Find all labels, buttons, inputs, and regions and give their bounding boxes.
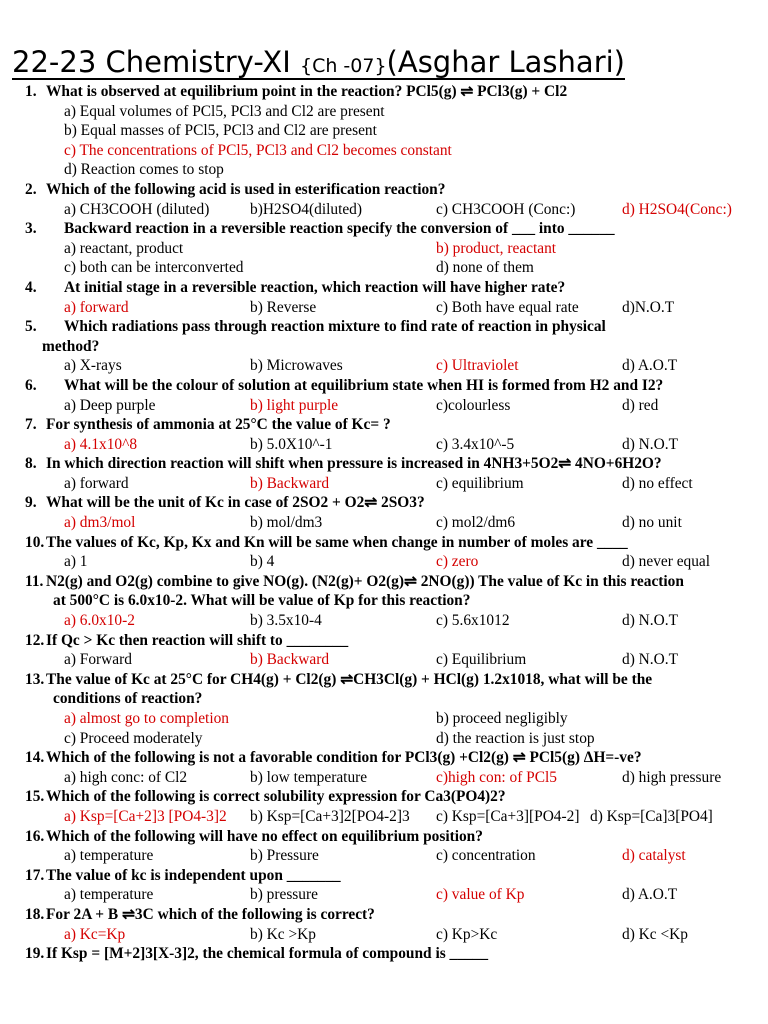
option-row: [0, 807, 768, 827]
option-d: d) A.O.T: [622, 886, 678, 904]
option-d: d) no effect: [622, 474, 693, 492]
option-d: d) no unit: [622, 514, 682, 532]
option-d-correct: d) H2SO4(Conc:): [622, 200, 732, 218]
question-text: Which radiations pass through reaction mixture to find rate of reaction in physical: [64, 318, 606, 336]
question-number: 16.: [25, 827, 45, 845]
option-b-correct: b) Backward: [250, 474, 330, 492]
question-number: 9.: [25, 494, 37, 512]
option-d: d) red: [622, 396, 659, 414]
option-a-correct: a) Kc=Kp: [64, 925, 126, 943]
option-a: a) temperature: [64, 886, 154, 904]
option-row: [0, 611, 768, 631]
option-c: c) Proceed moderately: [64, 729, 203, 747]
question-text: What is observed at equilibrium point in the reaction? PCl5(g) ⇌ PCl3(g) + Cl2: [46, 83, 568, 100]
option-b: b) 4: [250, 553, 275, 571]
title-author: (Asghar Lashari): [386, 45, 625, 79]
option-d-correct: d) catalyst: [622, 847, 686, 865]
option-b: b) 5.0X10^-1: [250, 435, 333, 453]
option-row: [0, 298, 768, 318]
option-b: b) Pressure: [250, 847, 319, 865]
option-row: [0, 435, 768, 455]
option-c-correct: c) Ultraviolet: [436, 357, 519, 375]
option-row: [0, 709, 768, 729]
option-c: c) Kp>Kc: [436, 925, 498, 943]
option-b-correct: b) Backward: [250, 651, 330, 669]
question-4: [0, 278, 768, 298]
question-12: [0, 631, 768, 651]
option-a: a) 1: [64, 553, 88, 571]
question-text: The values of Kc, Kp, Kx and Kn will be same when change in number of moles are ____: [46, 533, 628, 551]
option-a: a) Equal volumes of PCl5, PCl3 and Cl2 are present: [64, 102, 385, 120]
question-2: [0, 180, 768, 200]
question-number: 8.: [25, 455, 37, 473]
question-number: 13.: [25, 670, 45, 688]
option-b: b) Microwaves: [250, 357, 343, 375]
option-row: [0, 768, 768, 788]
option-a-correct: a) almost go to completion: [64, 710, 229, 727]
option-c-correct: c) zero: [436, 553, 479, 571]
question-text: Which of the following is not a favorable condition for PCl3(g) +Cl2(g) ⇌ PCl5(g) ΔH=-ve?: [46, 749, 642, 767]
question-number: 12.: [25, 631, 45, 649]
option-d: d) high pressure: [622, 768, 722, 786]
option-d: d) A.O.T: [622, 357, 678, 375]
question-10: [0, 533, 768, 553]
question-text: The value of kc is independent upon _______: [46, 866, 341, 884]
option-c: c) Both have equal rate: [436, 298, 579, 316]
option-d: d) N.O.T: [622, 612, 678, 630]
option-a-correct: a) 6.0x10-2: [64, 612, 135, 630]
option-b: b)H2SO4(diluted): [250, 200, 362, 218]
question-9: [0, 493, 768, 513]
question-number: 19.: [25, 945, 45, 963]
option-row: [0, 474, 768, 494]
option-c: c) 5.6x1012: [436, 612, 510, 630]
option-c-correct: c) The concentrations of PCl5, PCl3 and Cl2 becomes constant: [64, 141, 452, 159]
option-c: c) 3.4x10^-5: [436, 435, 515, 453]
question-8: [0, 454, 768, 474]
option-row: [0, 650, 768, 670]
option-row: [0, 141, 768, 161]
question-18: [0, 905, 768, 925]
question-1: [0, 82, 768, 102]
question-number: 15.: [25, 788, 45, 806]
question-number: 17.: [25, 866, 45, 884]
option-c-correct: c)high con: of PCl5: [436, 768, 557, 786]
option-a-correct: a) forward: [64, 298, 129, 316]
option-row: [0, 356, 768, 376]
option-row: [0, 160, 768, 180]
option-c: c) concentration: [436, 847, 536, 865]
option-b-correct: b) light purple: [250, 396, 339, 414]
option-row: [0, 102, 768, 122]
question-number: 5.: [25, 318, 37, 336]
question-text: Which of the following will have no effect on equilibrium position?: [46, 827, 483, 845]
question-text-line2: conditions of reaction?: [53, 690, 203, 708]
question-17: [0, 866, 768, 886]
option-a-correct: a) 4.1x10^8: [64, 435, 138, 453]
question-text: What will be the unit of Kc in case of 2SO2 + O2⇌ 2SO3?: [46, 494, 425, 512]
question-text-line2: at 500°C is 6.0x10-2. What will be value of Kp for this reaction?: [53, 592, 471, 610]
option-a: a) forward: [64, 474, 129, 492]
question-19: [0, 944, 768, 964]
question-number: 2.: [25, 180, 37, 198]
question-number: 3.: [25, 220, 37, 238]
page-title: [12, 44, 625, 84]
question-number: 10.: [25, 533, 45, 551]
option-d: d) N.O.T: [622, 435, 678, 453]
option-b-correct: b) product, reactant: [436, 239, 557, 257]
title-underline: [12, 78, 625, 80]
question-text: Which of the following is correct solubility expression for Ca3(PO4)2?: [46, 788, 506, 806]
option-a: a) reactant, product: [64, 239, 184, 257]
question-number: 18.: [25, 905, 45, 923]
option-d: d) Ksp=[Ca]3[PO4]: [590, 807, 713, 825]
option-a: a) X-rays: [64, 357, 122, 375]
option-b: b) Reverse: [250, 298, 317, 316]
option-c: c) mol2/dm6: [436, 514, 516, 532]
option-a: a) temperature: [64, 847, 154, 865]
option-row: [0, 200, 768, 220]
option-d: d) never equal: [622, 553, 711, 571]
option-c: c) Ksp=[Ca+3][PO4-2]: [436, 807, 580, 825]
question-text: If Ksp = [M+2]3[X-3]2, the chemical formula of compound is _____: [46, 945, 489, 963]
title-chapter: {Ch -07}: [299, 55, 387, 77]
option-c: c) both can be interconverted: [64, 259, 244, 277]
question-text: In which direction reaction will shift when pressure is increased in 4NH3+5O2⇌ 4NO+6H2O?: [46, 455, 662, 473]
question-text-line2: method?: [42, 337, 100, 355]
option-a-correct: a) dm3/mol: [64, 514, 136, 532]
question-16: [0, 827, 768, 847]
option-c: c) equilibrium: [436, 474, 524, 492]
option-b: b) proceed negligibly: [436, 710, 568, 727]
question-number: 6.: [25, 376, 37, 394]
question-number: 7.: [25, 416, 37, 434]
option-row: [0, 925, 768, 945]
option-row: [0, 239, 768, 259]
option-a-correct: a) Ksp=[Ca+2]3 [PO4-3]2: [64, 807, 227, 825]
question-text: What will be the colour of solution at equilibrium state when HI is formed from H2 and I2?: [64, 376, 664, 394]
question-list: [0, 82, 768, 964]
option-c: c) CH3COOH (Conc:): [436, 200, 576, 218]
option-d: d) the reaction is just stop: [436, 729, 595, 747]
option-b: b) low temperature: [250, 768, 368, 786]
option-d: d) Kc <Kp: [622, 925, 688, 943]
option-c: c)colourless: [436, 396, 511, 414]
option-a: a) Deep purple: [64, 396, 156, 414]
option-row: [0, 729, 768, 749]
option-d: d)N.O.T: [622, 298, 675, 316]
question-text: If Qc > Kc then reaction will shift to ________: [46, 631, 349, 649]
question-number: 11.: [25, 572, 44, 590]
option-d: d) Reaction comes to stop: [64, 161, 224, 179]
question-7: [0, 415, 768, 435]
question-text: At initial stage in a reversible reaction, which reaction will have higher rate?: [64, 278, 566, 296]
question-number: 14.: [25, 749, 45, 767]
question-number: 4.: [25, 278, 37, 296]
title-main: 22-23 Chemistry-XI: [12, 45, 300, 79]
option-row: [0, 552, 768, 572]
question-text: N2(g) and O2(g) combine to give NO(g). (N2(g)+ O2(g)⇌ 2NO(g)) The value of Kc in this reaction: [46, 572, 684, 590]
option-b: b) 3.5x10-4: [250, 612, 322, 630]
question-14: [0, 748, 768, 768]
question-11: [0, 572, 768, 611]
question-15: [0, 787, 768, 807]
question-text: For synthesis of ammonia at 25°C the value of Kc= ?: [46, 416, 391, 434]
option-row: [0, 258, 768, 278]
option-d: d) none of them: [436, 259, 534, 277]
question-13: [0, 670, 768, 709]
option-row: [0, 121, 768, 141]
question-number: 1.: [25, 83, 37, 100]
question-6: [0, 376, 768, 396]
question-text: For 2A + B ⇌3C which of the following is correct?: [46, 905, 375, 923]
question-3: [0, 219, 768, 239]
option-c: c) Equilibrium: [436, 651, 527, 669]
option-a: a) Forward: [64, 651, 132, 669]
option-b: b) pressure: [250, 886, 318, 904]
option-a: a) CH3COOH (diluted): [64, 200, 210, 218]
question-5: [0, 317, 768, 356]
option-row: [0, 513, 768, 533]
option-b: b) Kc >Kp: [250, 925, 316, 943]
option-b: b) Equal masses of PCl5, PCl3 and Cl2 are present: [64, 122, 377, 140]
option-row: [0, 885, 768, 905]
question-text: Backward reaction in a reversible reaction specify the conversion of ___ into ______: [64, 220, 615, 238]
option-b: b) Ksp=[Ca+3]2[PO4-2]3: [250, 807, 410, 825]
option-row: [0, 396, 768, 416]
option-row: [0, 846, 768, 866]
option-a: a) high conc: of Cl2: [64, 768, 188, 786]
option-b: b) mol/dm3: [250, 514, 323, 532]
question-text: Which of the following acid is used in esterification reaction?: [46, 180, 446, 198]
option-c-correct: c) value of Kp: [436, 886, 525, 904]
option-d: d) N.O.T: [622, 651, 678, 669]
question-text: The value of Kc at 25°C for CH4(g) + Cl2(g) ⇌CH3Cl(g) + HCl(g) 1.2x1018, what will be the: [46, 670, 653, 688]
